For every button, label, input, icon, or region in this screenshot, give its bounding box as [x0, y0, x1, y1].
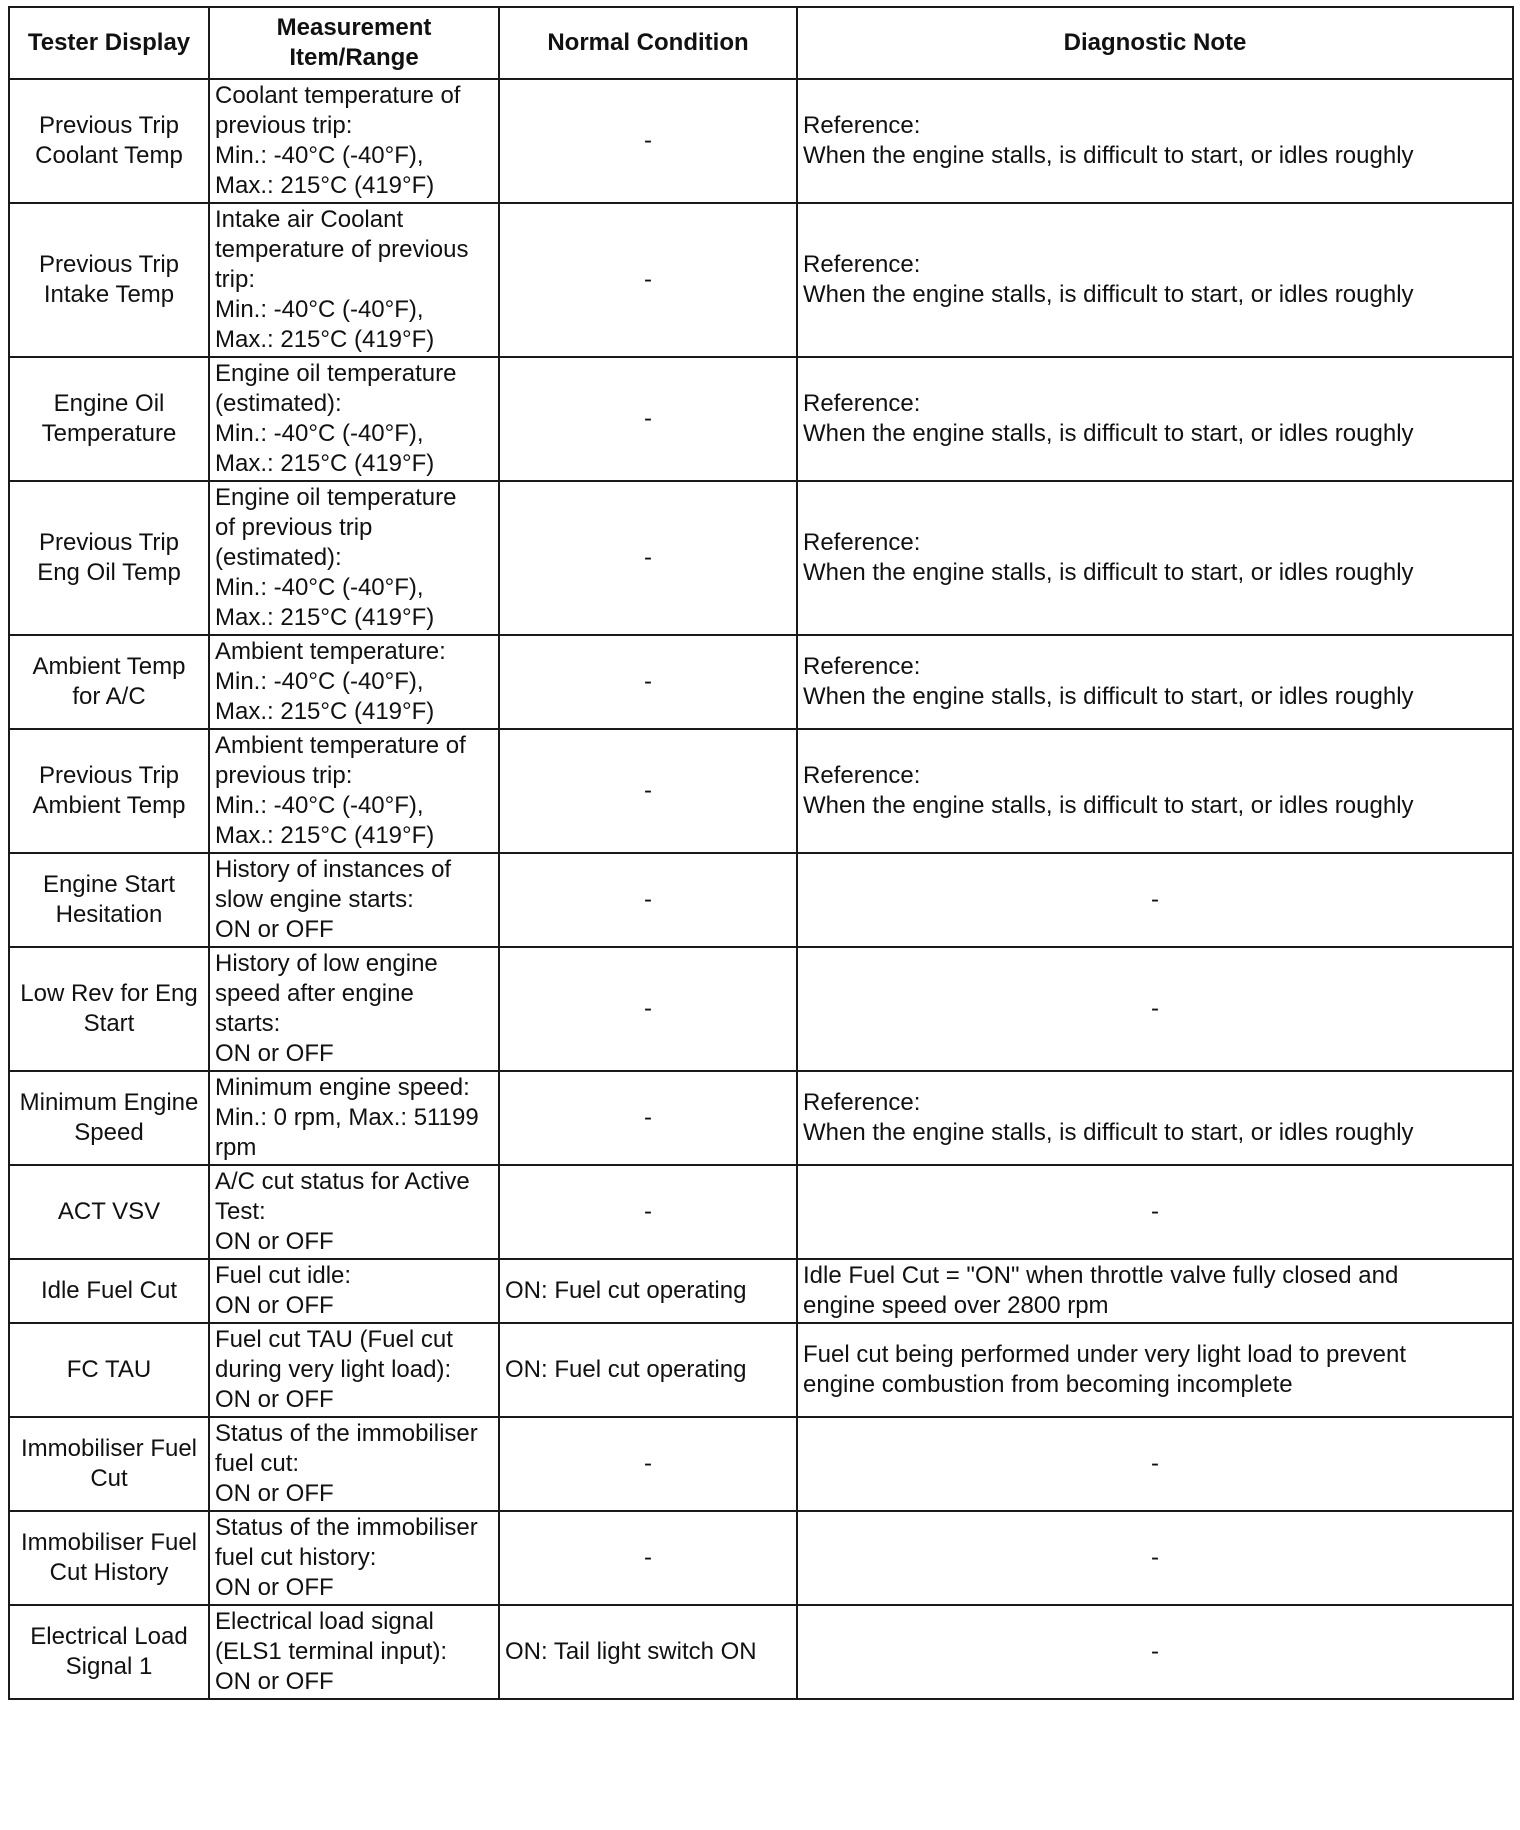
tester-display-cell: [9, 947, 209, 1071]
table-row: [9, 729, 1513, 853]
header-label-line: Measurement: [276, 14, 432, 41]
measurement-item-text: ON or OFF: [215, 1574, 334, 1601]
diagnostic-note-text: Reference:: [803, 762, 921, 789]
table-row: [9, 1071, 1513, 1165]
diagnostic-note-cell: [797, 947, 1513, 1071]
diagnostic-note-text: Fuel cut being performed under very light load to prevent: [803, 1341, 1407, 1368]
measurement-item-text: ON or OFF: [215, 1040, 334, 1067]
measurement-item-cell: [209, 1323, 499, 1417]
measurement-item-text: Min.: -40°C (-40°F),: [215, 296, 424, 323]
measurement-item-text: Fuel cut idle:: [215, 1262, 352, 1289]
table-row: [9, 481, 1513, 635]
diagnostic-note-text: When the engine stalls, is difficult to start, or idles roughly: [803, 142, 1414, 169]
table-row: [9, 1417, 1513, 1511]
measurement-item-text: Min.: -40°C (-40°F),: [215, 574, 424, 601]
measurement-item-text: Max.: 215°C (419°F): [215, 604, 435, 631]
measurement-item-text: Fuel cut TAU (Fuel cut: [215, 1326, 453, 1353]
diagnostic-note-cell: [797, 203, 1513, 357]
diagnostic-note-text: -: [1151, 1638, 1159, 1665]
measurement-item-text: Max.: 215°C (419°F): [215, 172, 435, 199]
header-label-line: Item/Range: [289, 44, 419, 71]
normal-condition-cell: [499, 79, 797, 203]
tester-display-text: Low Rev for Eng: [20, 980, 198, 1007]
measurement-item-text: slow engine starts:: [215, 886, 414, 913]
tester-display-text: Speed: [74, 1119, 144, 1146]
normal-condition-text: -: [644, 405, 652, 432]
measurement-item-text: Status of the immobiliser: [215, 1420, 478, 1447]
diagnostic-note-cell: [797, 1165, 1513, 1259]
measurement-item-cell: [209, 203, 499, 357]
tester-display-text: Temperature: [41, 420, 177, 447]
tester-display-text: for A/C: [72, 683, 146, 710]
diagnostic-note-text: -: [1151, 886, 1159, 913]
measurement-item-text: ON or OFF: [215, 1386, 334, 1413]
measurement-item-text: (estimated):: [215, 390, 342, 417]
measurement-item-cell: [209, 635, 499, 729]
measurement-item-cell: [209, 79, 499, 203]
measurement-item-text: Max.: 215°C (419°F): [215, 450, 435, 477]
measurement-item-text: fuel cut history:: [215, 1544, 377, 1571]
tester-display-cell: [9, 853, 209, 947]
normal-condition-text: ON: Fuel cut operating: [505, 1356, 747, 1383]
diagnostic-note-cell: [797, 357, 1513, 481]
measurement-item-text: (estimated):: [215, 544, 342, 571]
document-page: [8, 6, 1512, 1700]
table-row: [9, 1165, 1513, 1259]
measurement-item-text: of previous trip: [215, 514, 373, 541]
measurement-item-cell: [209, 1417, 499, 1511]
measurement-item-text: previous trip:: [215, 112, 353, 139]
header-diagnostic-note: Diagnostic Note: [797, 7, 1513, 79]
table-row: [9, 1511, 1513, 1605]
normal-condition-text: -: [644, 777, 652, 804]
tester-display-text: Previous Trip: [38, 251, 180, 278]
measurement-item-text: History of low engine: [215, 950, 438, 977]
normal-condition-cell: [499, 1259, 797, 1323]
measurement-item-cell: [209, 729, 499, 853]
tester-display-text: Engine Start: [42, 871, 176, 898]
normal-condition-text: ON: Fuel cut operating: [505, 1277, 747, 1304]
tester-display-text: Previous Trip: [38, 112, 180, 139]
normal-condition-text: -: [644, 1198, 652, 1225]
normal-condition-cell: [499, 729, 797, 853]
diagnostic-note-text: engine speed over 2800 rpm: [803, 1292, 1109, 1319]
header-tester-display: Tester Display: [9, 7, 209, 79]
normal-condition-text: -: [644, 1104, 652, 1131]
diagnostic-note-cell: [797, 853, 1513, 947]
measurement-item-text: Engine oil temperature: [215, 360, 457, 387]
measurement-item-text: Ambient temperature of: [215, 732, 466, 759]
tester-display-text: Engine Oil: [53, 390, 165, 417]
normal-condition-cell: [499, 947, 797, 1071]
measurement-item-text: A/C cut status for Active: [215, 1168, 470, 1195]
diagnostic-note-cell: [797, 1605, 1513, 1699]
tester-display-text: Signal 1: [65, 1653, 153, 1680]
tester-display-text: Minimum Engine: [19, 1089, 199, 1116]
tester-display-cell: [9, 79, 209, 203]
normal-condition-text: -: [644, 1544, 652, 1571]
header-measurement-item-range: [209, 7, 499, 79]
measurement-item-text: temperature of previous: [215, 236, 469, 263]
normal-condition-text: -: [644, 266, 652, 293]
diagnostic-note-text: When the engine stalls, is difficult to start, or idles roughly: [803, 683, 1414, 710]
table-row: [9, 635, 1513, 729]
normal-condition-cell: [499, 635, 797, 729]
tester-display-text: ACT VSV: [57, 1198, 161, 1225]
normal-condition-cell: [499, 481, 797, 635]
tester-display-text: Ambient Temp: [32, 792, 186, 819]
tester-display-cell: [9, 203, 209, 357]
diagnostic-note-cell: [797, 481, 1513, 635]
diagnostic-note-cell: [797, 79, 1513, 203]
measurement-item-text: History of instances of: [215, 856, 452, 883]
diagnostic-note-text: When the engine stalls, is difficult to start, or idles roughly: [803, 792, 1414, 819]
measurement-item-text: ON or OFF: [215, 1228, 334, 1255]
normal-condition-cell: [499, 203, 797, 357]
diagnostic-note-text: When the engine stalls, is difficult to start, or idles roughly: [803, 281, 1414, 308]
table-body: [9, 79, 1513, 1699]
measurement-item-text: Ambient temperature:: [215, 638, 446, 665]
diagnostic-note-text: -: [1151, 1544, 1159, 1571]
measurement-item-text: starts:: [215, 1010, 281, 1037]
diagnostic-note-cell: [797, 1071, 1513, 1165]
diagnostic-note-text: When the engine stalls, is difficult to start, or idles roughly: [803, 420, 1414, 447]
measurement-item-text: ON or OFF: [215, 916, 334, 943]
measurement-item-cell: [209, 1165, 499, 1259]
diagnostic-note-cell: [797, 635, 1513, 729]
normal-condition-text: -: [644, 886, 652, 913]
diagnostic-note-text: Reference:: [803, 112, 921, 139]
diagnostic-note-text: -: [1151, 1198, 1159, 1225]
tester-display-cell: [9, 357, 209, 481]
tester-display-text: Coolant Temp: [35, 142, 183, 169]
tester-display-text: Previous Trip: [38, 762, 180, 789]
tester-display-text: Ambient Temp: [32, 653, 186, 680]
measurement-item-text: speed after engine: [215, 980, 414, 1007]
measurement-item-cell: [209, 481, 499, 635]
tester-display-cell: [9, 481, 209, 635]
diagnostic-note-cell: [797, 729, 1513, 853]
normal-condition-text: -: [644, 995, 652, 1022]
tester-display-text: Immobiliser Fuel: [20, 1435, 198, 1462]
table-row: [9, 203, 1513, 357]
tester-display-cell: [9, 729, 209, 853]
tester-display-text: FC TAU: [66, 1356, 152, 1383]
measurement-item-text: Coolant temperature of: [215, 82, 461, 109]
tester-display-text: Cut History: [49, 1559, 169, 1586]
tester-display-cell: [9, 1417, 209, 1511]
diagnostic-note-text: Reference:: [803, 251, 921, 278]
measurement-item-cell: [209, 1511, 499, 1605]
normal-condition-text: -: [644, 668, 652, 695]
measurement-item-text: during very light load):: [215, 1356, 452, 1383]
diagnostic-note-text: Reference:: [803, 390, 921, 417]
tester-display-cell: [9, 635, 209, 729]
measurement-item-text: Max.: 215°C (419°F): [215, 326, 435, 353]
tester-display-text: Previous Trip: [38, 529, 180, 556]
header-normal-condition: Normal Condition: [499, 7, 797, 79]
normal-condition-cell: [499, 1511, 797, 1605]
tester-display-text: Electrical Load: [30, 1623, 188, 1650]
measurement-item-cell: [209, 1071, 499, 1165]
normal-condition-cell: [499, 1605, 797, 1699]
diagnostic-note-text: When the engine stalls, is difficult to start, or idles roughly: [803, 1119, 1414, 1146]
measurement-item-cell: [209, 1605, 499, 1699]
table-row: [9, 1259, 1513, 1323]
measurement-item-text: trip:: [215, 266, 256, 293]
measurement-item-text: Min.: -40°C (-40°F),: [215, 792, 424, 819]
normal-condition-text: -: [644, 1450, 652, 1477]
measurement-item-text: previous trip:: [215, 762, 353, 789]
measurement-item-text: fuel cut:: [215, 1450, 300, 1477]
diagnostic-note-cell: [797, 1417, 1513, 1511]
table-row: [9, 1605, 1513, 1699]
measurement-item-text: Max.: 215°C (419°F): [215, 822, 435, 849]
measurement-item-text: ON or OFF: [215, 1480, 334, 1507]
diagnostic-note-cell: [797, 1323, 1513, 1417]
measurement-item-text: Min.: -40°C (-40°F),: [215, 142, 424, 169]
table-row: [9, 79, 1513, 203]
normal-condition-cell: [499, 357, 797, 481]
tester-display-cell: [9, 1071, 209, 1165]
diagnostic-note-text: Reference:: [803, 1089, 921, 1116]
table-row: [9, 357, 1513, 481]
measurement-item-text: Min.: -40°C (-40°F),: [215, 420, 424, 447]
measurement-item-cell: [209, 1259, 499, 1323]
tester-display-text: Intake Temp: [43, 281, 175, 308]
measurement-item-text: (ELS1 terminal input):: [215, 1638, 448, 1665]
normal-condition-cell: [499, 1165, 797, 1259]
tester-display-text: Idle Fuel Cut: [40, 1277, 178, 1304]
tester-display-text: Start: [83, 1010, 135, 1037]
table-row: [9, 947, 1513, 1071]
table-row: [9, 1323, 1513, 1417]
measurement-item-text: Status of the immobiliser: [215, 1514, 478, 1541]
normal-condition-cell: [499, 853, 797, 947]
diagnostic-note-text: Idle Fuel Cut = "ON" when throttle valve fully closed and: [803, 1262, 1399, 1289]
tester-display-cell: [9, 1323, 209, 1417]
tester-display-cell: [9, 1511, 209, 1605]
normal-condition-cell: [499, 1071, 797, 1165]
measurement-item-cell: [209, 947, 499, 1071]
normal-condition-text: ON: Tail light switch ON: [505, 1638, 757, 1665]
normal-condition-text: -: [644, 544, 652, 571]
measurement-item-text: ON or OFF: [215, 1292, 334, 1319]
diagnostic-note-text: -: [1151, 1450, 1159, 1477]
table-row: [9, 853, 1513, 947]
diagnostic-note-text: When the engine stalls, is difficult to start, or idles roughly: [803, 559, 1414, 586]
measurement-item-cell: [209, 853, 499, 947]
measurement-item-cell: [209, 357, 499, 481]
tester-display-cell: [9, 1605, 209, 1699]
measurement-item-text: Min.: -40°C (-40°F),: [215, 668, 424, 695]
diagnostic-note-text: Reference:: [803, 529, 921, 556]
diagnostic-note-text: engine combustion from becoming incomplete: [803, 1371, 1293, 1398]
tester-display-text: Eng Oil Temp: [37, 559, 181, 586]
normal-condition-text: -: [644, 127, 652, 154]
measurement-item-text: Engine oil temperature: [215, 484, 457, 511]
diagnostic-note-cell: [797, 1511, 1513, 1605]
measurement-item-text: Intake air Coolant: [215, 206, 404, 233]
tester-display-text: Cut: [90, 1465, 128, 1492]
measurement-item-text: rpm: [215, 1134, 257, 1161]
measurement-item-text: Test:: [215, 1198, 266, 1225]
table-header-row: [9, 7, 1513, 79]
measurement-item-text: Minimum engine speed:: [215, 1074, 470, 1101]
diagnostic-note-text: Reference:: [803, 653, 921, 680]
tester-display-text: Hesitation: [55, 901, 163, 928]
normal-condition-cell: [499, 1323, 797, 1417]
diagnostic-note-text: -: [1151, 995, 1159, 1022]
measurement-item-text: Electrical load signal: [215, 1608, 434, 1635]
measurement-item-text: Max.: 215°C (419°F): [215, 698, 435, 725]
tester-display-text: Immobiliser Fuel: [20, 1529, 198, 1556]
data-list-table: [8, 6, 1514, 1700]
diagnostic-note-cell: [797, 1259, 1513, 1323]
normal-condition-cell: [499, 1417, 797, 1511]
measurement-item-text: Min.: 0 rpm, Max.: 51199: [215, 1104, 479, 1131]
tester-display-cell: [9, 1259, 209, 1323]
measurement-item-text: ON or OFF: [215, 1668, 334, 1695]
tester-display-cell: [9, 1165, 209, 1259]
